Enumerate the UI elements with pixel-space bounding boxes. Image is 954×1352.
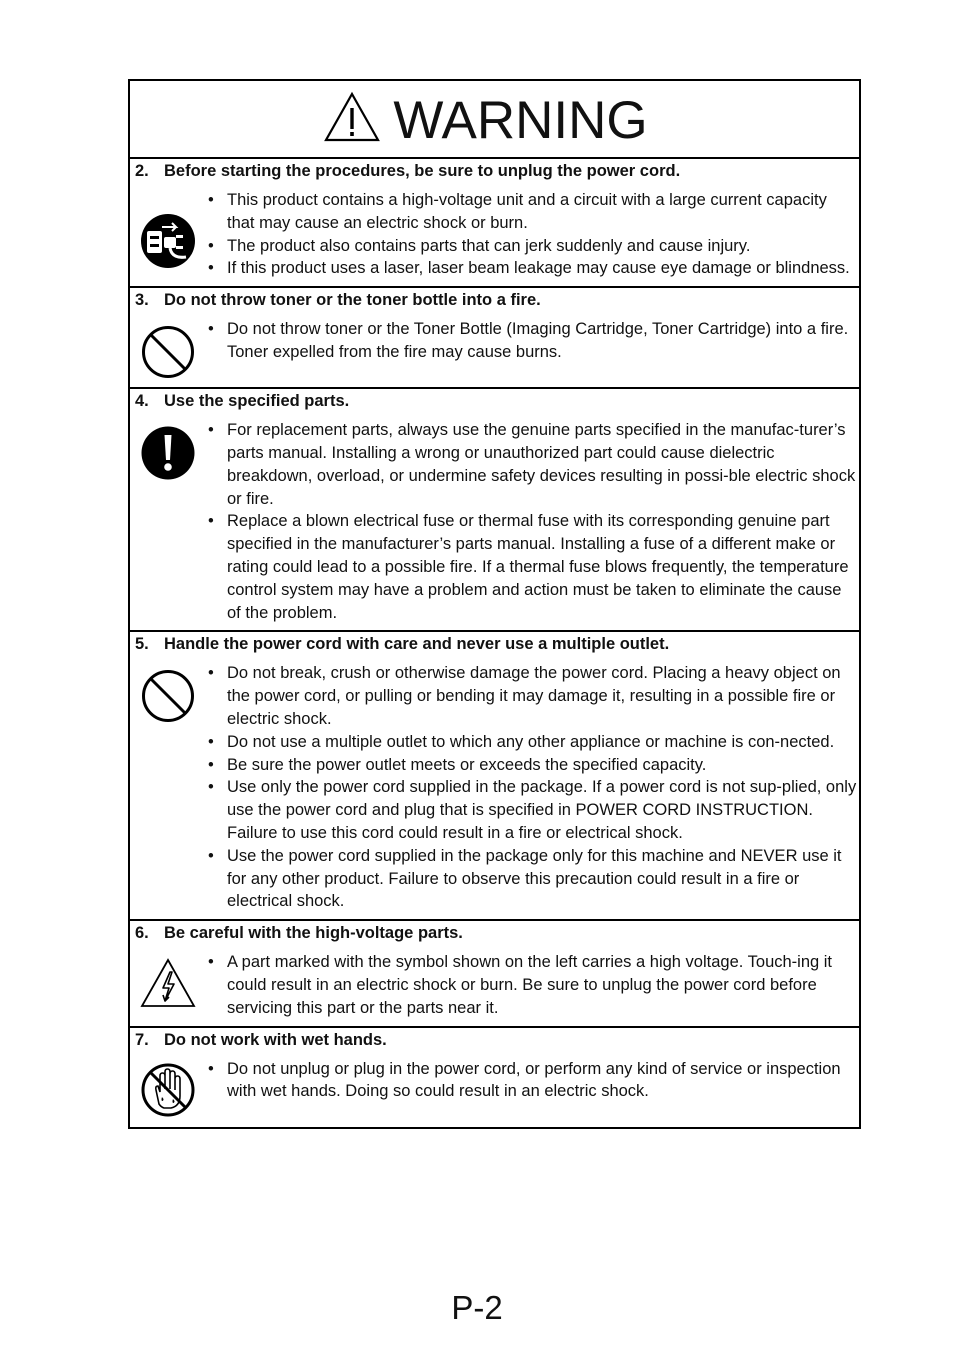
list-item: • The product also contains parts that can jerk suddenly and cause injury. (205, 235, 859, 258)
section-power-cord (130, 632, 859, 921)
section-heading: Do not work with wet hands. (164, 1030, 387, 1049)
section-heading: Do not throw toner or the toner bottle into a fire. (164, 291, 541, 310)
list-item: • Do not throw toner or the Toner Bottle (Imaging Cartridge, Toner Cartridge) into a fire. Toner expelled from the fire may cause burns. (205, 318, 859, 364)
section-title (130, 389, 859, 411)
prohibited-icon (140, 324, 196, 380)
section-title (130, 288, 859, 310)
high-voltage-icon (139, 957, 197, 1009)
section-number: 6. (135, 924, 149, 943)
list-item: • If this product uses a laser, laser beam leakage may cause eye damage or blindness. (205, 257, 859, 280)
section-title (130, 632, 859, 654)
list-item: • Be sure the power outlet meets or exceeds the specified capacity. (205, 754, 859, 777)
section-wet-hands (130, 1028, 859, 1127)
list-item: • Do not use a multiple outlet to which any other appliance or machine is con-nected. (205, 731, 859, 754)
section-heading: Use the specified parts. (164, 392, 350, 411)
bullet-list (205, 189, 859, 280)
section-toner-fire (130, 288, 859, 389)
no-wet-hands-icon (140, 1062, 196, 1118)
unplug-icon (140, 213, 196, 269)
bullet-list (205, 951, 859, 1019)
page-number: P-2 (451, 1289, 503, 1326)
section-title (130, 1028, 859, 1050)
bullet-list (205, 1058, 859, 1118)
section-title (130, 921, 859, 943)
list-item: • Replace a blown electrical fuse or thermal fuse with its corresponding genuine part specified in the manufacturer’s parts manual. Installing a fuse of a different make or rating could lead to a possible fire. If a thermal fuse blows frequently, the temperature control system may have a problem and action must be taken to eliminate the cause of the problem. (205, 510, 859, 624)
section-number: 3. (135, 291, 149, 310)
list-item: • Use only the power cord supplied in the package. If a power cord is not sup-plied, only use the power cord and plug that is specified in POWER CORD INSTRUCTION. Failure to use this cord could result in a fire or electrical shock. (205, 776, 859, 844)
section-high-voltage (130, 921, 859, 1027)
warning-triangle-icon (323, 91, 381, 148)
section-number: 7. (135, 1030, 149, 1049)
bullet-list (205, 662, 859, 913)
section-heading: Handle the power cord with care and never use a multiple outlet. (164, 635, 670, 654)
section-number: 2. (135, 162, 149, 180)
section-heading: Be careful with the high-voltage parts. (164, 924, 463, 943)
prohibited-icon (140, 668, 196, 724)
section-title (130, 159, 859, 181)
list-item: • A part marked with the symbol shown on the left carries a high voltage. Touch-ing it could result in an electric shock or burn. Be sure to unplug the power cord before servicing this part or the parts near it. (205, 951, 859, 1019)
section-specified-parts (130, 389, 859, 632)
list-item: • This product contains a high-voltage unit and a circuit with a large current capacity that may cause an electric shock or burn. (205, 189, 859, 235)
list-item: • Do not unplug or plug in the power cord, or perform any kind of service or inspection with wet hands. Doing so could result in an electric shock. (205, 1058, 859, 1104)
list-item: • For replacement parts, always use the genuine parts specified in the manufac-turer’s parts manual. Installing a wrong or unauthorized part could cause dielectric breakdown, overload, or undermine safety devices resulting in possi-ble electric shock or fire. (205, 419, 859, 510)
bullet-list (205, 419, 859, 624)
warning-header (130, 81, 859, 159)
list-item: • Use the power cord supplied in the package only for this machine and NEVER use it for any other product. Failure to observe this precaution could result in a fire or electrical shock. (205, 845, 859, 913)
warning-title: WARNING (393, 90, 648, 150)
section-unplug (130, 159, 859, 288)
bullet-list (205, 318, 859, 380)
section-heading: Before starting the procedures, be sure to unplug the power cord. (164, 162, 681, 180)
mandatory-icon (140, 425, 196, 481)
section-number: 4. (135, 392, 149, 411)
warning-box (128, 79, 861, 1129)
list-item: • Do not break, crush or otherwise damage the power cord. Placing a heavy object on the power cord, or pulling or bending it may damage it, resulting in a possible fire or electric shock. (205, 662, 859, 730)
section-number: 5. (135, 635, 149, 654)
